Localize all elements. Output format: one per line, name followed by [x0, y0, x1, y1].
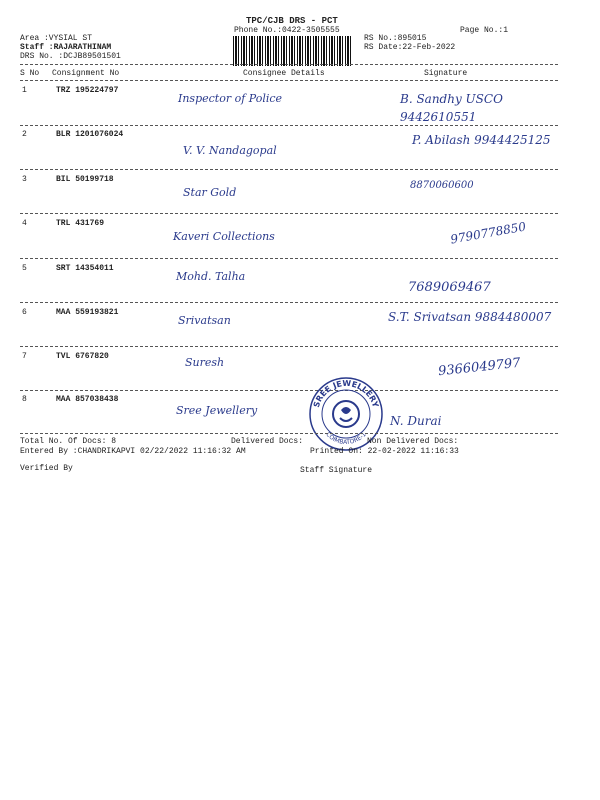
- row-sno: 4: [22, 219, 27, 228]
- staff-signature: Staff Signature: [300, 466, 373, 475]
- row-consignee: Kaveri Collections: [173, 230, 275, 243]
- page-title: TPC/CJB DRS - PCT: [246, 16, 338, 26]
- row-consignment: BLR 1201076024: [56, 130, 124, 139]
- divider: [20, 346, 558, 347]
- column-sno: S No: [20, 69, 40, 78]
- delivered-docs: Delivered Docs:: [231, 437, 304, 446]
- row-signature: S.T. Srivatsan 9884480007: [388, 310, 552, 324]
- row-consignee: Srivatsan: [178, 314, 231, 327]
- rs-date: RS Date:22-Feb-2022: [364, 43, 456, 52]
- divider: [20, 64, 558, 65]
- barcode: [233, 36, 353, 66]
- row-consignment: MAA 857038438: [56, 395, 119, 404]
- row-consignment: TRZ 195224797: [56, 86, 119, 95]
- page-number: Page No.:1: [460, 26, 509, 35]
- row-consignee: Star Gold: [183, 186, 237, 199]
- row-sno: 3: [22, 175, 27, 184]
- row-consignee: Inspector of Police: [178, 92, 283, 105]
- divider: [20, 302, 558, 303]
- stamp-bottom-text: COIMBATORE-1: [324, 430, 368, 447]
- row-sno: 1: [22, 86, 27, 95]
- row-sno: 5: [22, 264, 27, 273]
- row-signature: B. Sandhy USCO 9442610551: [400, 92, 503, 124]
- non-delivered-docs: Non Delivered Docs:: [367, 437, 459, 446]
- divider: [20, 213, 558, 214]
- divider: [20, 169, 558, 170]
- drs-number: DRS No. :DCJB89501501: [20, 52, 121, 61]
- row-consignment: TRL 431769: [56, 219, 105, 228]
- row-consignment: TVL 6767820: [56, 352, 109, 361]
- row-consignee: V. V. Nandagopal: [183, 144, 277, 157]
- row-signature: 9790778850: [449, 219, 527, 247]
- row-sno: 2: [22, 130, 27, 139]
- row-consignment: MAA 559193821: [56, 308, 119, 317]
- staff-label: Staff :RAJARATHINAM: [20, 43, 112, 52]
- row-sno: 8: [22, 395, 27, 404]
- row-consignment: SRT 14354011: [56, 264, 114, 273]
- row-signature: 8870060600: [410, 180, 474, 191]
- row-consignment: BIL 50199718: [56, 175, 114, 184]
- total-docs: Total No. Of Docs: 8: [20, 437, 117, 446]
- row-signature: N. Durai: [390, 414, 442, 428]
- divider: [20, 80, 558, 81]
- row-signature: 9366049797: [437, 355, 522, 380]
- row-consignee: Sree Jewellery: [176, 404, 258, 417]
- divider: [20, 390, 558, 391]
- column-signature: Signature: [424, 69, 468, 78]
- divider: [20, 125, 558, 126]
- row-sno: 6: [22, 308, 27, 317]
- printed-on: Printed On: 22-02-2022 11:16:33: [310, 447, 459, 456]
- phone-number: Phone No.:0422-3505555: [234, 26, 340, 35]
- column-consignment: Consignment No: [52, 69, 120, 78]
- divider: [20, 433, 558, 434]
- area-label: Area :VYSIAL ST: [20, 34, 93, 43]
- divider: [20, 258, 558, 259]
- rs-number: RS No.:895015: [364, 34, 427, 43]
- entered-by: Entered By :CHANDRIKAPVI 02/22/2022 11:16:32 AM: [20, 447, 246, 456]
- row-signature: 7689069467: [408, 280, 491, 295]
- row-consignee: Suresh: [185, 356, 225, 369]
- row-signature: P. Abilash 9944425125: [412, 133, 551, 147]
- column-consignee: Consignee Details: [243, 69, 325, 78]
- stamp-top-text: SREE JEWELLERY: [311, 378, 381, 409]
- row-consignee: Mohd. Talha: [176, 270, 246, 283]
- row-sno: 7: [22, 352, 27, 361]
- svg-text:SREE JEWELLERY: [312, 379, 380, 409]
- verified-by: Verified By: [20, 464, 73, 473]
